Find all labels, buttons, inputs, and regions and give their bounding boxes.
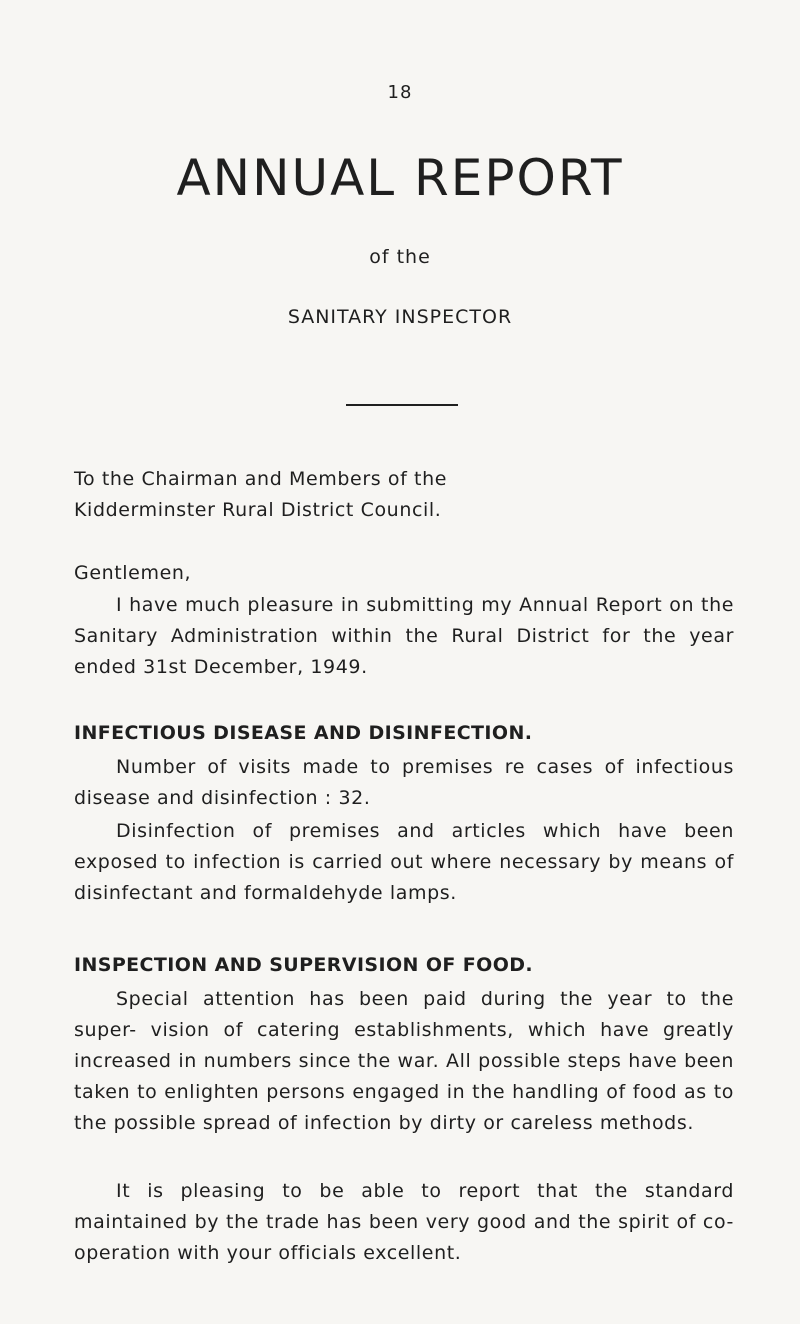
greeting-text: Gentlemen,: [74, 562, 192, 584]
intro-paragraph: I have much pleasure in submitting my Annual Report on the Sanitary Administration within the Rural District for the year ended 31st December, 1949.: [74, 594, 734, 678]
section-paragraph-block: [74, 1176, 734, 1269]
section-heading: INSPECTION AND SUPERVISION OF FOOD.: [74, 954, 534, 976]
section-paragraph-block: [74, 816, 734, 909]
greeting: [74, 558, 734, 589]
report-title: ANNUAL REPORT: [176, 149, 624, 207]
section-paragraph-block: [74, 984, 734, 1139]
page-number: 18: [387, 82, 413, 103]
paragraph-catering: Special attention has been paid during the year to the super- vision of catering establishments, which have greatly increased in numbers since the war. All possible steps have been taken to enlighten persons engaged in the handling of food as to the possible spread of infection by dirty or careless methods.: [74, 988, 734, 1134]
paragraph-disinfection: Disinfection of premises and articles which have been exposed to infection is carried out where necessary by means of disinfectant and formaldehyde lamps.: [74, 820, 734, 904]
paragraph-visits: Number of visits made to premises re cases of infectious disease and disinfection : 32.: [74, 756, 734, 809]
report-office: SANITARY INSPECTOR: [287, 306, 513, 328]
intro-section: [74, 590, 734, 683]
report-subtitle: of the: [369, 246, 431, 268]
addressee-line-1: To the Chairman and Members of the: [74, 468, 448, 490]
addressee-line-2: Kidderminster Rural District Council.: [74, 499, 442, 521]
title-divider: [346, 404, 458, 406]
section-heading-food: [74, 950, 734, 981]
section-paragraph-block: [74, 752, 734, 814]
addressee-block: [74, 464, 734, 526]
section-heading: INFECTIOUS DISEASE AND DISINFECTION.: [74, 722, 533, 744]
paragraph-standard: It is pleasing to be able to report that the standard maintained by the trade has been very good and the spirit of co-operation with your officials excellent.: [74, 1180, 734, 1264]
section-heading-infectious: [74, 718, 734, 749]
